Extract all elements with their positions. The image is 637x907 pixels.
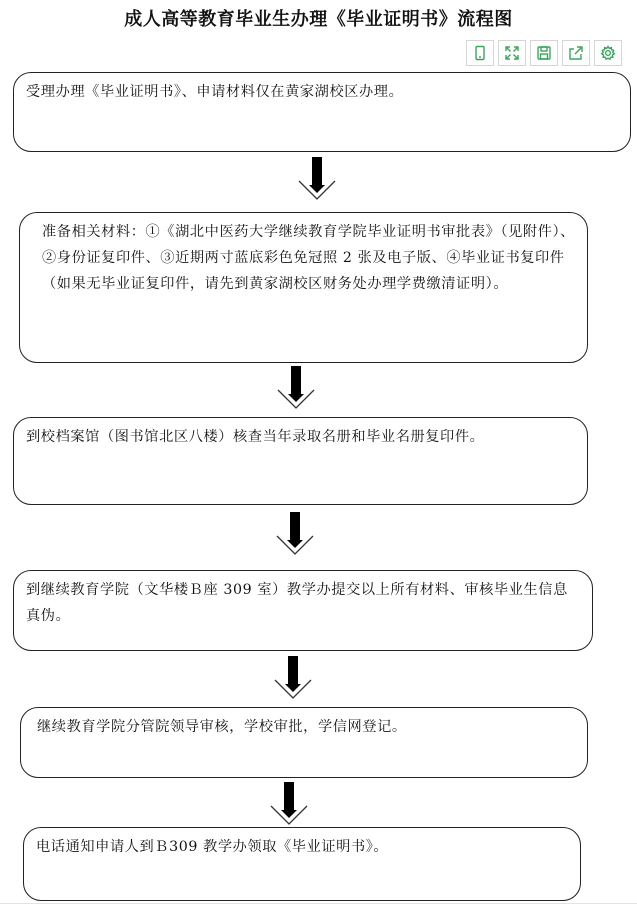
- flow-step-4: [13, 570, 593, 651]
- save-icon: [536, 45, 552, 61]
- flow-step-text: 受理办理《毕业证明书》、申请材料仅在黄家湖校区办理。: [26, 84, 404, 100]
- share-button[interactable]: [562, 40, 590, 66]
- toolbar: [466, 40, 622, 66]
- flow-step-text: 继续教育学院分管院领导审核，学校审批，学信网登记。: [37, 719, 407, 735]
- down-arrow-icon: [296, 155, 338, 201]
- flow-step-6: [23, 827, 581, 901]
- flow-step-text: 到校档案馆（图书馆北区八楼）核查当年录取名册和毕业名册复印件。: [26, 429, 485, 445]
- flow-step-text: 电话通知申请人到Ｂ309 教学办领取《毕业证明书》。: [36, 839, 389, 855]
- fullscreen-button[interactable]: [498, 40, 526, 66]
- mobile-view-button[interactable]: [466, 40, 494, 66]
- gear-icon: [600, 45, 616, 61]
- flow-step-text: 准备相关材料：①《湖北中医药大学继续教育学院毕业证明书审批表》（见附件）、②身份证复印件、③近期两寸蓝底彩色免冠照 2 张及电子版、④毕业证书复印件（如果无毕业证复印件，请先到黄家湖校区财务处办理学费缴清证明）。: [42, 224, 575, 292]
- flow-step-5: [20, 707, 588, 778]
- down-arrow-icon: [272, 654, 314, 700]
- down-arrow-icon: [268, 780, 310, 826]
- bottom-divider: [0, 903, 637, 904]
- mobile-icon: [472, 45, 488, 61]
- down-arrow-icon: [275, 364, 317, 410]
- settings-button[interactable]: [594, 40, 622, 66]
- down-arrow-icon: [274, 510, 316, 556]
- expand-icon: [504, 45, 520, 61]
- save-button[interactable]: [530, 40, 558, 66]
- flow-step-1: [13, 72, 631, 152]
- share-icon: [568, 45, 584, 61]
- page-title: 成人高等教育毕业生办理《毕业证明书》流程图: [124, 9, 513, 30]
- flow-step-2: [19, 212, 588, 363]
- flow-step-text: 到继续教育学院（文华楼Ｂ座 309 室）教学办提交以上所有材料、审核毕业生信息真伪。: [26, 582, 568, 624]
- flow-step-3: [13, 417, 588, 505]
